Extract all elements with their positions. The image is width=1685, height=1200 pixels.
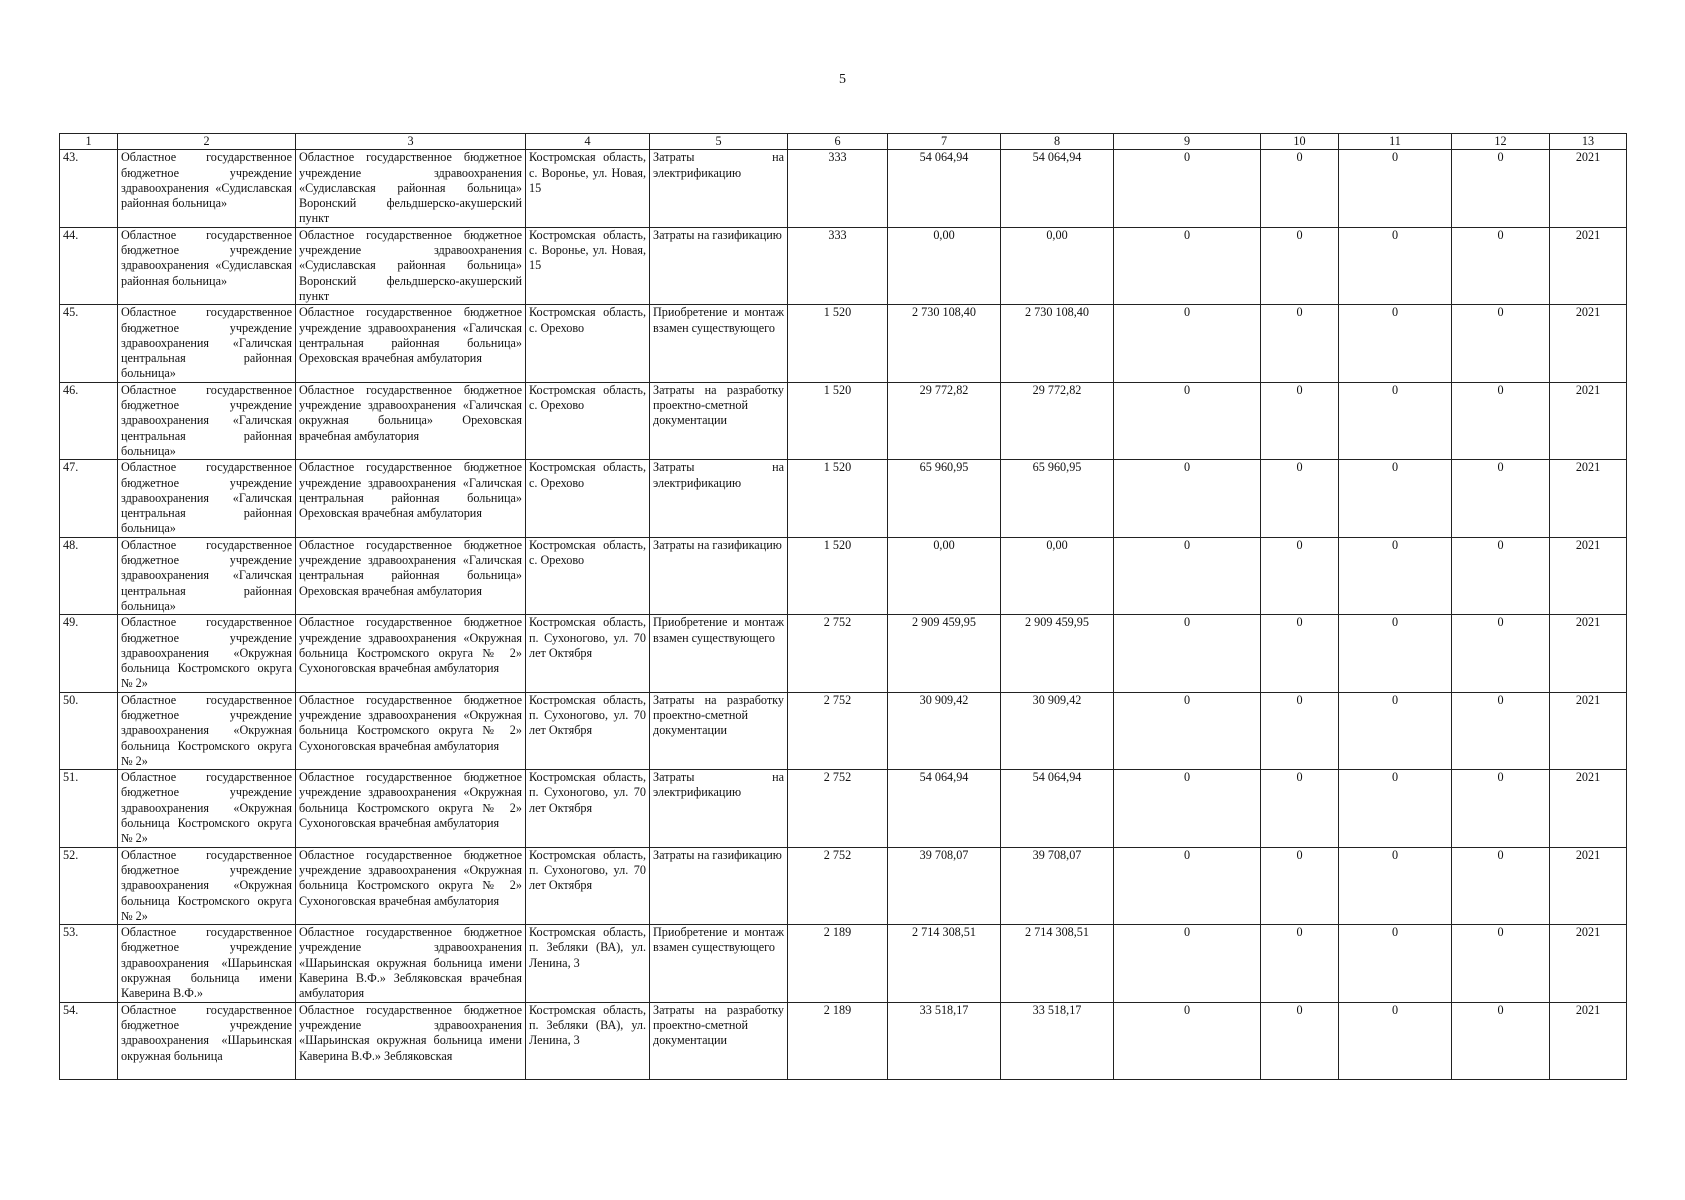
value-cell: 0: [1261, 615, 1339, 692]
funding-cell: 39 708,07: [1001, 847, 1114, 924]
purpose-cell: Приобретение и монтаж взамен существующего: [650, 615, 788, 692]
facility-cell: Областное государственное бюджетное учреждение здравоохранения «Шарьинская окружная больница имени Каверина В.Ф.» Зебляковская врачебная амбулатория: [296, 925, 526, 1002]
purpose-cell: Приобретение и монтаж взамен существующего: [650, 925, 788, 1002]
cost-cell: 0,00: [888, 227, 1001, 304]
cost-cell: 39 708,07: [888, 847, 1001, 924]
value-cell: 0: [1114, 305, 1261, 382]
value-cell: 0: [1452, 460, 1550, 537]
cost-cell: 2 714 308,51: [888, 925, 1001, 1002]
address-cell: Костромская область, с. Орехово: [526, 382, 650, 459]
value-cell: 0: [1339, 1002, 1452, 1079]
value-cell: 0: [1114, 537, 1261, 614]
value-cell: 0: [1339, 615, 1452, 692]
funding-cell: 65 960,95: [1001, 460, 1114, 537]
address-cell: Костромская область, с. Воронье, ул. Новая, 15: [526, 150, 650, 227]
area-cell: 333: [788, 227, 888, 304]
facility-cell: Областное государственное бюджетное учреждение здравоохранения «Судиславская районная больница» Воронский фельдшерско-акушерский пункт: [296, 150, 526, 227]
address-cell: Костромская область, п. Сухоногово, ул. 70 лет Октября: [526, 847, 650, 924]
address-cell: Костромская область, п. Сухоногово, ул. 70 лет Октября: [526, 692, 650, 769]
value-cell: 0: [1261, 692, 1339, 769]
column-header: 1: [60, 134, 118, 150]
table-body: [60, 150, 1627, 1079]
table-row: [60, 537, 1627, 614]
address-cell: Костромская область, п. Зебляки (ВА), ул. Ленина, 3: [526, 925, 650, 1002]
area-cell: 1 520: [788, 537, 888, 614]
purpose-cell: Приобретение и монтаж взамен существующего: [650, 305, 788, 382]
value-cell: 0: [1261, 460, 1339, 537]
page-number: 5: [839, 72, 846, 87]
year-cell: 2021: [1550, 227, 1627, 304]
cost-cell: 29 772,82: [888, 382, 1001, 459]
year-cell: 2021: [1550, 615, 1627, 692]
row-number: 53.: [60, 925, 118, 1002]
column-header: 12: [1452, 134, 1550, 150]
value-cell: 0: [1452, 925, 1550, 1002]
value-cell: 0: [1339, 692, 1452, 769]
table-row: [60, 150, 1627, 227]
cost-cell: 2 730 108,40: [888, 305, 1001, 382]
value-cell: 0: [1339, 847, 1452, 924]
purpose-cell: Затраты на электрификацию: [650, 770, 788, 847]
purpose-cell: Затраты на разработку проектно-сметной документации: [650, 692, 788, 769]
row-number: 52.: [60, 847, 118, 924]
value-cell: 0: [1339, 770, 1452, 847]
table-row: [60, 925, 1627, 1002]
funding-cell: 2 909 459,95: [1001, 615, 1114, 692]
funding-cell: 2 730 108,40: [1001, 305, 1114, 382]
table-row: [60, 1002, 1627, 1079]
funding-cell: 33 518,17: [1001, 1002, 1114, 1079]
value-cell: 0: [1452, 305, 1550, 382]
year-cell: 2021: [1550, 382, 1627, 459]
column-header: 10: [1261, 134, 1339, 150]
value-cell: 0: [1339, 382, 1452, 459]
row-number: 48.: [60, 537, 118, 614]
cost-cell: 30 909,42: [888, 692, 1001, 769]
value-cell: 0: [1114, 382, 1261, 459]
value-cell: 0: [1452, 537, 1550, 614]
facility-cell: Областное государственное бюджетное учреждение здравоохранения «Галичская центральная районная больница» Ореховская врачебная амбулатория: [296, 460, 526, 537]
value-cell: 0: [1261, 925, 1339, 1002]
purpose-cell: Затраты на разработку проектно-сметной документации: [650, 382, 788, 459]
organization-cell: Областное государственное бюджетное учреждение здравоохранения «Шарьинская окружная больница имени Каверина В.Ф.»: [118, 925, 296, 1002]
value-cell: 0: [1114, 925, 1261, 1002]
cost-cell: 33 518,17: [888, 1002, 1001, 1079]
header-row: [60, 134, 1627, 150]
address-cell: Костромская область, п. Сухоногово, ул. 70 лет Октября: [526, 770, 650, 847]
value-cell: 0: [1114, 1002, 1261, 1079]
value-cell: 0: [1452, 382, 1550, 459]
value-cell: 0: [1452, 615, 1550, 692]
facility-cell: Областное государственное бюджетное учреждение здравоохранения «Галичская окружная больница» Ореховская врачебная амбулатория: [296, 382, 526, 459]
funding-cell: 30 909,42: [1001, 692, 1114, 769]
row-number: 43.: [60, 150, 118, 227]
address-cell: Костромская область, п. Зебляки (ВА), ул. Ленина, 3: [526, 1002, 650, 1079]
cost-cell: 0,00: [888, 537, 1001, 614]
row-number: 50.: [60, 692, 118, 769]
area-cell: 333: [788, 150, 888, 227]
data-table: [59, 133, 1627, 1080]
organization-cell: Областное государственное бюджетное учреждение здравоохранения «Окружная больница Костромского округа № 2»: [118, 770, 296, 847]
value-cell: 0: [1339, 150, 1452, 227]
cost-cell: 54 064,94: [888, 770, 1001, 847]
year-cell: 2021: [1550, 770, 1627, 847]
column-header: 2: [118, 134, 296, 150]
year-cell: 2021: [1550, 925, 1627, 1002]
year-cell: 2021: [1550, 460, 1627, 537]
column-header: 7: [888, 134, 1001, 150]
funding-cell: 29 772,82: [1001, 382, 1114, 459]
value-cell: 0: [1261, 382, 1339, 459]
purpose-cell: Затраты на газификацию: [650, 537, 788, 614]
year-cell: 2021: [1550, 150, 1627, 227]
column-header: 4: [526, 134, 650, 150]
column-header: 13: [1550, 134, 1627, 150]
year-cell: 2021: [1550, 1002, 1627, 1079]
facility-cell: Областное государственное бюджетное учреждение здравоохранения «Окружная больница Костромского округа № 2» Сухоноговская врачебная амбулатория: [296, 692, 526, 769]
purpose-cell: Затраты на электрификацию: [650, 150, 788, 227]
value-cell: 0: [1452, 1002, 1550, 1079]
organization-cell: Областное государственное бюджетное учреждение здравоохранения «Окружная больница Костромского округа № 2»: [118, 847, 296, 924]
purpose-cell: Затраты на газификацию: [650, 847, 788, 924]
value-cell: 0: [1452, 847, 1550, 924]
organization-cell: Областное государственное бюджетное учреждение здравоохранения «Судиславская районная больница»: [118, 150, 296, 227]
purpose-cell: Затраты на разработку проектно-сметной документации: [650, 1002, 788, 1079]
value-cell: 0: [1261, 537, 1339, 614]
funding-cell: 0,00: [1001, 537, 1114, 614]
row-number: 46.: [60, 382, 118, 459]
column-header: 11: [1339, 134, 1452, 150]
column-header: 3: [296, 134, 526, 150]
value-cell: 0: [1261, 227, 1339, 304]
funding-cell: 54 064,94: [1001, 150, 1114, 227]
value-cell: 0: [1339, 305, 1452, 382]
area-cell: 2 189: [788, 925, 888, 1002]
facility-cell: Областное государственное бюджетное учреждение здравоохранения «Шарьинская окружная больница имени Каверина В.Ф.» Зебляковская: [296, 1002, 526, 1079]
organization-cell: Областное государственное бюджетное учреждение здравоохранения «Галичская центральная районная больница»: [118, 460, 296, 537]
table-row: [60, 615, 1627, 692]
area-cell: 2 752: [788, 692, 888, 769]
area-cell: 2 189: [788, 1002, 888, 1079]
table-row: [60, 692, 1627, 769]
value-cell: 0: [1452, 227, 1550, 304]
column-header: 6: [788, 134, 888, 150]
table-row: [60, 847, 1627, 924]
value-cell: 0: [1339, 227, 1452, 304]
value-cell: 0: [1452, 770, 1550, 847]
value-cell: 0: [1339, 460, 1452, 537]
organization-cell: Областное государственное бюджетное учреждение здравоохранения «Окружная больница Костромского округа № 2»: [118, 692, 296, 769]
area-cell: 2 752: [788, 770, 888, 847]
organization-cell: Областное государственное бюджетное учреждение здравоохранения «Судиславская районная больница»: [118, 227, 296, 304]
organization-cell: Областное государственное бюджетное учреждение здравоохранения «Галичская центральная районная больница»: [118, 382, 296, 459]
value-cell: 0: [1114, 770, 1261, 847]
facility-cell: Областное государственное бюджетное учреждение здравоохранения «Галичская центральная районная больница» Ореховская врачебная амбулатория: [296, 305, 526, 382]
value-cell: 0: [1261, 150, 1339, 227]
facility-cell: Областное государственное бюджетное учреждение здравоохранения «Окружная больница Костромского округа № 2» Сухоноговская врачебная амбулатория: [296, 615, 526, 692]
year-cell: 2021: [1550, 692, 1627, 769]
value-cell: 0: [1114, 692, 1261, 769]
value-cell: 0: [1339, 925, 1452, 1002]
address-cell: Костромская область, с. Орехово: [526, 305, 650, 382]
cost-cell: 65 960,95: [888, 460, 1001, 537]
area-cell: 1 520: [788, 460, 888, 537]
table-row: [60, 460, 1627, 537]
area-cell: 1 520: [788, 305, 888, 382]
table-row: [60, 770, 1627, 847]
organization-cell: Областное государственное бюджетное учреждение здравоохранения «Галичская центральная районная больница»: [118, 537, 296, 614]
area-cell: 2 752: [788, 615, 888, 692]
value-cell: 0: [1261, 847, 1339, 924]
address-cell: Костромская область, п. Сухоногово, ул. 70 лет Октября: [526, 615, 650, 692]
value-cell: 0: [1114, 460, 1261, 537]
organization-cell: Областное государственное бюджетное учреждение здравоохранения «Шарьинская окружная больница: [118, 1002, 296, 1079]
value-cell: 0: [1114, 847, 1261, 924]
table-row: [60, 382, 1627, 459]
row-number: 51.: [60, 770, 118, 847]
value-cell: 0: [1261, 1002, 1339, 1079]
funding-cell: 54 064,94: [1001, 770, 1114, 847]
area-cell: 1 520: [788, 382, 888, 459]
value-cell: 0: [1452, 150, 1550, 227]
facility-cell: Областное государственное бюджетное учреждение здравоохранения «Судиславская районная больница» Воронский фельдшерско-акушерский пункт: [296, 227, 526, 304]
funding-cell: 0,00: [1001, 227, 1114, 304]
table-row: [60, 227, 1627, 304]
value-cell: 0: [1452, 692, 1550, 769]
address-cell: Костромская область, с. Воронье, ул. Новая, 15: [526, 227, 650, 304]
cost-cell: 2 909 459,95: [888, 615, 1001, 692]
column-header: 9: [1114, 134, 1261, 150]
row-number: 44.: [60, 227, 118, 304]
value-cell: 0: [1261, 305, 1339, 382]
year-cell: 2021: [1550, 305, 1627, 382]
value-cell: 0: [1261, 770, 1339, 847]
row-number: 54.: [60, 1002, 118, 1079]
cost-cell: 54 064,94: [888, 150, 1001, 227]
purpose-cell: Затраты на газификацию: [650, 227, 788, 304]
value-cell: 0: [1114, 150, 1261, 227]
row-number: 45.: [60, 305, 118, 382]
organization-cell: Областное государственное бюджетное учреждение здравоохранения «Галичская центральная районная больница»: [118, 305, 296, 382]
row-number: 47.: [60, 460, 118, 537]
address-cell: Костромская область, с. Орехово: [526, 537, 650, 614]
value-cell: 0: [1339, 537, 1452, 614]
year-cell: 2021: [1550, 537, 1627, 614]
organization-cell: Областное государственное бюджетное учреждение здравоохранения «Окружная больница Костромского округа № 2»: [118, 615, 296, 692]
facility-cell: Областное государственное бюджетное учреждение здравоохранения «Окружная больница Костромского округа № 2» Сухоноговская врачебная амбулатория: [296, 847, 526, 924]
area-cell: 2 752: [788, 847, 888, 924]
value-cell: 0: [1114, 615, 1261, 692]
funding-cell: 2 714 308,51: [1001, 925, 1114, 1002]
facility-cell: Областное государственное бюджетное учреждение здравоохранения «Галичская центральная районная больница» Ореховская врачебная амбулатория: [296, 537, 526, 614]
facility-cell: Областное государственное бюджетное учреждение здравоохранения «Окружная больница Костромского округа № 2» Сухоноговская врачебная амбулатория: [296, 770, 526, 847]
column-header: 8: [1001, 134, 1114, 150]
table-row: [60, 305, 1627, 382]
row-number: 49.: [60, 615, 118, 692]
address-cell: Костромская область, с. Орехово: [526, 460, 650, 537]
year-cell: 2021: [1550, 847, 1627, 924]
purpose-cell: Затраты на электрификацию: [650, 460, 788, 537]
value-cell: 0: [1114, 227, 1261, 304]
column-header: 5: [650, 134, 788, 150]
